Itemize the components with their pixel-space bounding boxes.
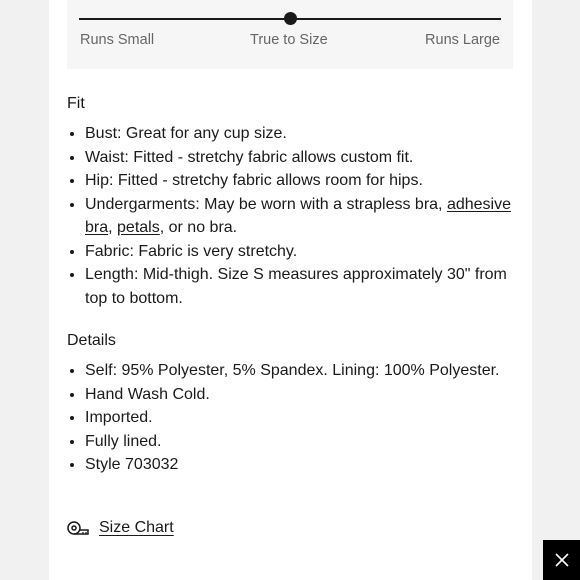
fit-scale-label-true-to-size: True to Size	[250, 32, 328, 48]
list-item: • Fabric: Fabric is very stretchy.	[85, 240, 525, 264]
list-item: • Waist: Fitted - stretchy fabric allows custom fit.	[85, 146, 525, 170]
fit-list	[67, 122, 525, 310]
fit-scale-label-runs-large: Runs Large	[425, 32, 500, 48]
close-button[interactable]	[543, 540, 580, 580]
undergarments-text-end: , or no bra.	[159, 219, 238, 236]
measuring-tape-icon	[67, 520, 89, 536]
list-item: • Bust: Great for any cup size.	[85, 122, 525, 146]
list-item: • Hand Wash Cold.	[85, 383, 525, 407]
details-heading: Details	[67, 332, 116, 349]
list-separator: ,	[108, 219, 113, 236]
fit-scale-marker	[284, 12, 297, 25]
size-chart-link[interactable]	[67, 519, 174, 537]
list-item	[85, 193, 525, 240]
close-icon	[555, 553, 569, 567]
product-details-panel	[49, 0, 532, 580]
size-chart-label: Size Chart	[99, 519, 174, 536]
adhesive-bra-link[interactable]: adhesive bra	[85, 195, 511, 236]
fit-heading: Fit	[67, 95, 85, 112]
list-item: • Self: 95% Polyester, 5% Spandex. Lining: 100% Polyester.	[85, 359, 525, 383]
fit-scale	[67, 0, 513, 69]
details-list	[67, 359, 525, 477]
list-item: • Length: Mid-thigh. Size S measures approximately 30" from top to bottom.	[85, 263, 525, 310]
list-item: • Imported.	[85, 406, 525, 430]
list-item: • Style 703032	[85, 453, 525, 477]
fit-scale-label-runs-small: Runs Small	[80, 32, 155, 48]
petals-link[interactable]: petals	[117, 219, 160, 236]
undergarments-text: Undergarments: May be worn with a strapless bra,	[85, 195, 443, 213]
list-item: • Hip: Fitted - stretchy fabric allows room for hips.	[85, 169, 525, 193]
list-item: • Fully lined.	[85, 430, 525, 454]
